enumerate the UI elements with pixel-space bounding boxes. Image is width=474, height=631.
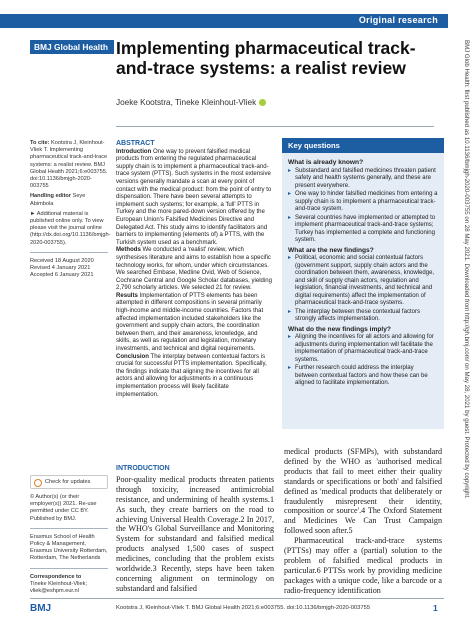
check-updates-button[interactable] (30, 475, 108, 489)
correspondence-name: Tineke Kleinhout-Vliek; (30, 580, 88, 587)
abstract-methods (116, 247, 273, 293)
abstract-results-text: Implementation of PTTS elements has been attempted in different compositions in several primarily high-income and middle-income countries. Factors that affected implementation included stakeholders like the government and supply chain actors, the coordination between them, and their awareness, knowledge, and skills, as well as regulation and legislation, monetary investments, and technical and digital requirements. (116, 292, 264, 353)
correspondence-email[interactable]: vliek@eshpm.eur.nl (30, 588, 79, 595)
correspondence-label: Correspondence to (30, 573, 82, 580)
abstract-intro-text: One way to prevent falsified medical products from entering the regulated pharmaceutical supply chain is to implement a pharmaceutical track-and-trace system (PTTS). Such systems in the most extensive versions generally mandate a scan at every point of contact with the medical product: from the point of entry to dispensation. There have been several attempts to implement such systems; for example, a 'full' PTTS in Turkey and the more pared-down version offered by the European Union's Falsified Medicines Directive and Delegated Act. This study aims to identify facilitators and barriers to implementing (elements of) a PTTS, with the Turkish system used as a benchmark. (116, 148, 272, 246)
key-questions-body (282, 153, 444, 393)
side-download-banner (456, 40, 470, 620)
bmj-logo: BMJ (30, 603, 52, 614)
body-paragraph: Pharmaceutical track-and-trace systems (PTTSs) may offer a (partial) solution to the problem of falsified medical products in particular.6 PTTSs work by providing medicine packages with a unique code, like a barcode or a radio-frequency identification (284, 536, 442, 595)
abstract-intro-label: Introduction (116, 148, 152, 155)
key-questions-heading: Key questions (282, 138, 444, 153)
supplementary-note[interactable]: ► Additional material is published online only. To view please visit the journal online (http://dx.doi.org/10.1136/bmjgh-2020-003755). (30, 210, 111, 246)
title-divider (116, 126, 434, 127)
refresh-icon (34, 479, 42, 487)
handling-editor-name: Seye Abimbola (30, 193, 86, 207)
question-known: What is already known? (288, 159, 364, 166)
abstract (116, 140, 273, 399)
abstract-results-label: Results (116, 292, 138, 299)
question-implications: What do the new findings imply? (288, 325, 391, 333)
list-item: ▸ The interplay between these contextual factors strongly affects implementation. (288, 309, 438, 324)
abstract-results (116, 293, 273, 354)
list-item: ▸ Several countries have implemented or attempted to implement pharmaceutical track-and-trace systems; Turkey has implemented a complete and functioning system. (288, 215, 438, 245)
list-item: ▸ One way to hinder falsified medicines from entering a supply chain is to implement a pharmaceutical track-and-trace system. (288, 191, 438, 214)
footer-divider (30, 598, 444, 599)
revised-date: Revised 4 January 2021 (30, 265, 91, 272)
section-banner (0, 14, 448, 28)
page-number: 1 (433, 603, 438, 613)
copyright-sidebar (30, 494, 108, 595)
list-item: ▸ Aligning the incentives for all actors and allowing for adjustments during implementation will facilitate the implementation of pharmaceutical track-and-trace systems. (288, 334, 438, 364)
sidebar-divider (30, 252, 108, 253)
list-item: ▸ Substandard and falsified medicines threaten patient safety and health systems generally, and these are present everywhere. (288, 168, 438, 191)
body-paragraph: medical products (SFMPs), with substandard defined by the WHO as 'authorised medical products that fail to meet either their quality standards or specifications or both' and falsified defined as 'medical products that deliberately or fraudulently misrepresent their identity, composition or source'.4 The Oxford Statement and Medicines We Can Trust Campaign followed soon after.5 (284, 447, 442, 536)
introduction-heading: INTRODUCTION (116, 465, 170, 472)
author-names: Joeke Kootstra, Tineke Kleinhout-Vliek (116, 98, 257, 107)
footer-citation: Kootstra J, Kleinhout-Vliek T. BMJ Global Health 2021;6:e003755. doi:10.1136/bmjgh-2020-003755 (116, 605, 371, 611)
article-info-sidebar (30, 140, 111, 282)
cite-text: Kootstra J, Kleinhout-Vliek T. Implementing pharmaceutical track-and-trace systems: a realist review. BMJ Global Health 2021;6:e003755. doi:10.1136/bmjgh-2020-003755 (30, 140, 108, 190)
received-date: Received 18 August 2020 (30, 257, 94, 264)
findings-list (288, 255, 438, 324)
side-banner-text: BMJ Glob Health: first published as 10.1136/bmjgh-2020-003755 on 28 May 2021. Downloaded from http://gh.bmj.com/ on May 28, 2021 by guest. Protected by copyright. (463, 40, 470, 499)
list-item: ▸ Political, economic and social contextual factors (government support, supply chain actors and the coordination between them, awareness, knowledge, and skill of supply chain actors, regulation and legislation, financial investments, and technical and digital requirements) affect the implementation of pharmaceutical track-and-trace systems. (288, 255, 438, 308)
abstract-conclusion-text: The interplay between contextual factors is crucial for successful PTTS implementation. Specifically, the findings indicate that aligning the incentives for all actors and allowing for adjustments in a continuous implementation process will likely facilitate implementation. (116, 353, 267, 398)
list-item: ▸ Further research could address the interplay between contextual factors and how these can be aligned to facilitate implementation. (288, 365, 438, 388)
cite-block (30, 140, 108, 190)
sidebar-divider (30, 568, 108, 569)
abstract-conclusion-label: Conclusion (116, 353, 149, 360)
handling-editor (30, 193, 108, 207)
accepted-date: Accepted 6 January 2021 (30, 272, 94, 279)
abstract-methods-label: Methods (116, 247, 141, 254)
affiliation-text: Erasmus School of Health Policy & Management, Erasmus University Rotterdam, Rotterdam, The Netherlands (30, 533, 108, 562)
copyright-text: © Author(s) (or their employer(s)) 2021. Re-use permitted under CC BY. Published by BMJ. (30, 494, 97, 522)
key-questions-box (282, 138, 444, 429)
introduction-paragraph: Poor-quality medical products threaten patients through toxicity, increased antimicrobial resistance, and undermining of health systems.1 As such, they create barriers on the road to achieving Universal Health Coverage.2 In 2017, the WHO's Global Surveillance and Monitoring System for substandard and falsified medical products analysed 1,500 cases of suspect medicines, concluding that the problem exists worldwide.3 Recently, steps have been taken concerning alignment on terminology on substandard and falsified (116, 474, 274, 593)
abstract-conclusion (116, 354, 273, 400)
implications-list (288, 334, 438, 388)
correspondence (30, 574, 108, 596)
check-updates-label: Check for updates (45, 479, 91, 485)
section-label: Original research (358, 15, 438, 25)
known-list (288, 168, 438, 245)
question-new-findings: What are the new findings? (288, 246, 374, 254)
abstract-methods-text: We conducted a 'realist' review, which synthesises literature and aims to establish how a specific technology works, for whom, under which circumstances. We searched Embase, Medline Ovid, Web of Science, Cochrane Central and Google Scholar databases, yielding 2,790 scholarly articles. We selected 21 for review. (116, 247, 272, 292)
journal-badge: BMJ Global Health (30, 40, 114, 54)
orcid-icon[interactable] (259, 99, 266, 106)
author-list (116, 98, 266, 107)
cite-label: To cite: (30, 140, 50, 146)
sidebar-divider (30, 528, 108, 529)
body-right-column (284, 447, 442, 596)
article-title: Implementing pharmaceutical track-and-trace systems: a realist review (116, 38, 416, 78)
handling-editor-label: Handling editor (30, 193, 72, 200)
abstract-heading: ABSTRACT (116, 140, 155, 147)
abstract-introduction (116, 149, 273, 248)
introduction-section (116, 464, 274, 594)
